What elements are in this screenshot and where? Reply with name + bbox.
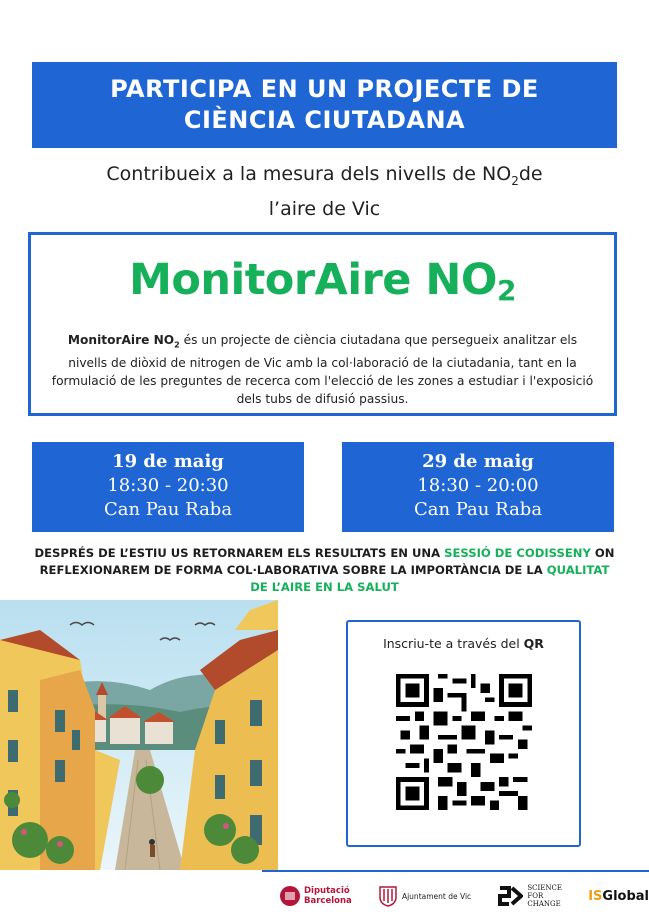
title-line-1: PARTICIPA EN UN PROJECTE DE xyxy=(110,75,539,103)
note-text-1: DESPRÉS DE L’ESTIU US RETORNAREM ELS RESULTATS EN UNA xyxy=(34,546,445,560)
diputacio-seal-icon xyxy=(280,886,300,906)
subtitle-text: Contribueix a la mesura dels nivells de NO xyxy=(106,163,512,185)
logo-text-line1: SCIENCE xyxy=(527,884,562,892)
footer-divider xyxy=(262,870,649,872)
project-name-subscript: 2 xyxy=(496,274,516,307)
town-street-illustration xyxy=(0,600,278,870)
desc-bold-name: MonitorAire NO xyxy=(67,333,175,347)
logo-science-for-change xyxy=(497,884,562,908)
session-place: Can Pau Raba xyxy=(413,499,543,520)
logo-diputacio-barcelona xyxy=(280,886,352,906)
vic-shield-icon xyxy=(378,885,398,907)
session-card-2 xyxy=(342,442,614,532)
logo-isglobal xyxy=(588,889,649,904)
note-highlight-1: SESSIÓ DE CODISSENY xyxy=(444,546,591,560)
partner-logos xyxy=(280,880,649,912)
title-line-2: CIÈNCIA CIUTADANA xyxy=(183,106,466,134)
logo-text-line2: Barcelona xyxy=(304,896,352,906)
desc-bold-subscript: 2 xyxy=(174,340,180,350)
session-date: 29 de maig xyxy=(422,451,534,472)
qr-label-text: Inscriu-te a través del xyxy=(383,636,524,651)
subtitle xyxy=(40,160,609,223)
project-name: MonitorAire NO xyxy=(129,255,497,305)
logo-text-line1: Diputació xyxy=(304,886,350,896)
logo-ajuntament-vic xyxy=(378,885,471,907)
science-for-change-icon xyxy=(497,885,523,907)
logo-text-line3: CHANGE xyxy=(527,900,561,908)
session-date: 19 de maig xyxy=(112,451,224,472)
logo-text-global: Global xyxy=(602,888,649,904)
note-text-2: ON REFLEXIONAREM DE FORMA COL·LABORATIVA SOBRE LA IMPORTÀNCIA DE LA xyxy=(39,546,615,577)
session-time: 18:30 - 20:00 xyxy=(417,475,539,496)
logo-text: Ajuntament de Vic xyxy=(401,891,472,901)
project-title xyxy=(31,255,614,307)
project-info-box xyxy=(28,232,617,416)
qr-code[interactable] xyxy=(396,674,532,810)
qr-registration-box xyxy=(346,620,581,847)
subtitle-subscript: 2 xyxy=(511,173,519,188)
session-place: Can Pau Raba xyxy=(103,499,233,520)
session-card-1 xyxy=(32,442,304,532)
note-highlight-2: QUALITAT DE L’AIRE EN LA SALUT xyxy=(250,563,610,594)
title-banner xyxy=(32,62,617,148)
logo-text-is: IS xyxy=(588,888,603,904)
qr-label xyxy=(348,636,579,651)
logo-text-line2: FOR xyxy=(527,892,544,900)
subtitle-text-end: de xyxy=(518,163,543,185)
follow-up-note xyxy=(30,545,619,596)
subtitle-line-2: l’aire de Vic xyxy=(268,197,381,220)
session-time: 18:30 - 20:30 xyxy=(107,475,229,496)
desc-text: és un projecte de ciència ciutadana que persegueix analitzar els nivells de diòxid de nitrogen de Vic amb la col·laboració de la ciutadania, tant en la formulació de les preguntes de recerca com l'elecció de les zones a estudiar i l'exposició dels tubs de difusió passius. xyxy=(51,333,594,407)
qr-label-bold: QR xyxy=(523,636,544,651)
project-description xyxy=(51,331,594,408)
